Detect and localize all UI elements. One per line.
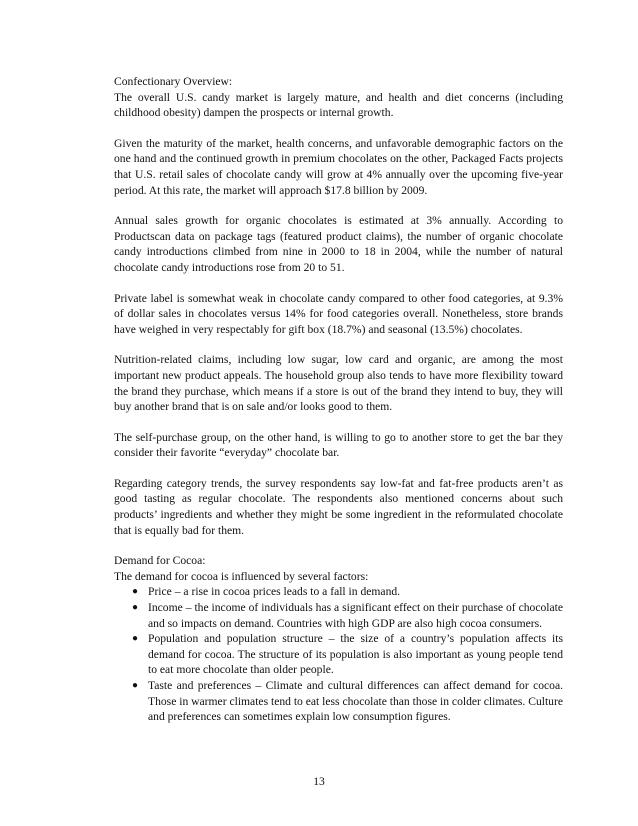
bullet-text-taste: Taste and preferences – Climate and cultural differences can affect demand for cocoa. Those in warmer climates tend to eat less chocolate than those in colder climates. Culture and preferences can sometimes explain low consumption figures.: [148, 679, 563, 724]
paragraph-nutrition-claims: Nutrition-related claims, including low sugar, low card and organic, are among the most important new product appeals. The household group also tends to have more flexibility toward the brand they purchase, which means if a store is out of the brand they intend to buy, they will buy another brand that is on sale and/or looks good to them.: [114, 353, 563, 414]
cocoa-factor-list: [114, 584, 563, 724]
overview-section: [114, 74, 563, 121]
paragraph-organic-growth: Annual sales growth for organic chocolates is estimated at 3% annually. According to Productscan data on package tags (featured product claims), the number of organic chocolate candy introductions climbed from nine in 2000 to 18 in 2004, while the number of natural chocolate candy introductions rose from 20 to 51.: [114, 214, 563, 274]
paragraph-private-label: Private label is somewhat weak in chocolate candy compared to other food categories, at 9.3% of dollar sales in chocolates versus 14% for food categories overall. Nonetheless, store brands have weighed in very respectably for gift box (18.7%) and seasonal (13.5%) chocolates.: [114, 291, 563, 336]
cocoa-section: [114, 553, 563, 725]
bullet-text-population: Population and population structure – the size of a country’s population affects its demand for cocoa. The structure of its population is also important as young people tend to eat more chocolate than older people.: [148, 632, 563, 677]
bullet-icon: ●: [132, 633, 139, 645]
paragraph-category-trends: Regarding category trends, the survey respondents say low-fat and fat-free products aren’t as good tasting as regular chocolate. The respondents also mentioned concerns about such products’ ingredients and whether they might be some ingredient in the reformulated chocolate that is equally bad for them.: [114, 476, 563, 537]
list-item: [114, 678, 563, 725]
paragraph-growth-projection: Given the maturity of the market, health concerns, and unfavorable demographic factors on the one hand and the continued growth in premium chocolates on the other, Packaged Facts projects that U.S. retail sales of chocolate candy will grow at 4% annually over the upcoming five-year period. At this rate, the market will approach $17.8 billion by 2009.: [114, 136, 563, 197]
list-item: [114, 600, 563, 631]
document-body: [114, 74, 563, 725]
list-item: [114, 631, 563, 678]
list-item: [114, 584, 563, 600]
bullet-icon: ●: [132, 586, 139, 598]
bullet-text-price: Price – a rise in cocoa prices leads to a fall in demand.: [148, 585, 401, 599]
bullet-icon: ●: [132, 602, 139, 614]
bullet-icon: ●: [132, 680, 139, 691]
overview-text: The overall U.S. candy market is largely mature, and health and diet concerns (including childhood obesity) dampen the prospects or internal growth.: [114, 90, 563, 120]
paragraph-self-purchase: The self-purchase group, on the other hand, is willing to go to another store to get the bar they consider their favorite “everyday” chocolate bar.: [114, 430, 563, 460]
bullet-text-income: Income – the income of individuals has a significant effect on their purchase of chocolate and so impacts on demand. Countries with high GDP are also high cocoa consumers.: [148, 601, 563, 630]
page-number: 13: [313, 775, 325, 788]
overview-heading: Confectionary Overview:: [114, 75, 233, 88]
cocoa-heading: Demand for Cocoa:: [114, 554, 206, 568]
cocoa-intro: The demand for cocoa is influenced by several factors:: [114, 569, 369, 583]
